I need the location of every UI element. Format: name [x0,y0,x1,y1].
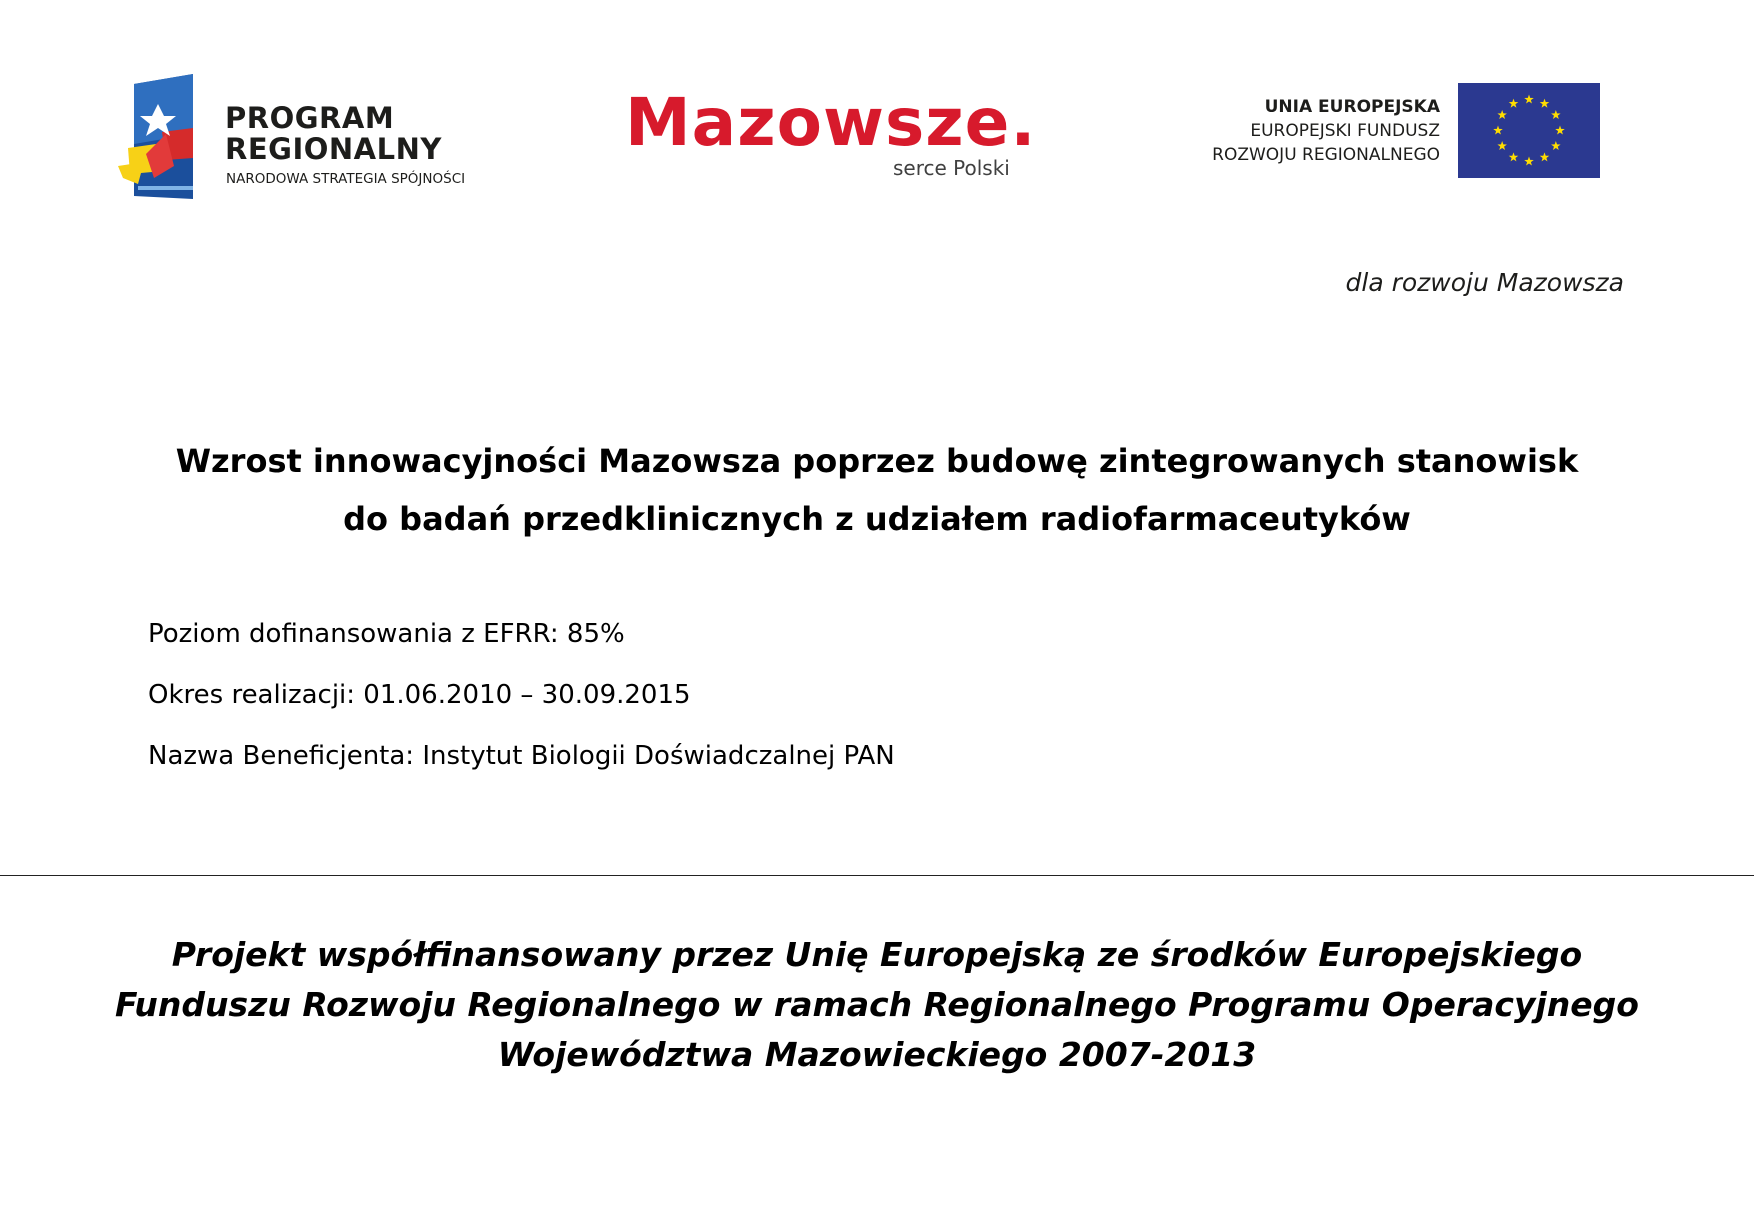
cofinancing-line2: Funduszu Rozwoju Regionalnego w ramach Regionalnego Programu Operacyjnego [115,985,1639,1024]
mazowsze-logo [625,84,1045,190]
program-regionalny-logo [118,74,503,199]
unia-europejska-text [1212,95,1440,167]
realization-period: Okres realizacji: 01.06.2010 – 30.09.2015 [148,680,691,710]
funding-level: Poziom dofinansowania z EFRR: 85% [148,619,625,649]
beneficiary-name: Nazwa Beneficjenta: Instytut Biologii Doświadczalnej PAN [148,741,895,771]
unia-europejska-line2: EUROPEJSKI FUNDUSZ [1250,121,1440,141]
unia-europejska-logo [1190,83,1600,178]
unia-europejska-line3: ROZWOJU REGIONALNEGO [1212,145,1440,165]
mazowsze-wordmark: Mazowsze. [625,84,1037,161]
cofinancing-line1: Projekt współfinansowany przez Unię Europejską ze środków Europejskiego [171,935,1583,974]
cofinancing-statement [0,930,1754,1080]
project-title-line1: Wzrost innowacyjności Mazowsza poprzez budowę zintegrowanych stanowisk [175,442,1579,480]
divider [0,875,1754,876]
mazowsze-tagline: serce Polski [893,156,1010,180]
project-title [0,432,1754,548]
eu-flag-icon [1458,83,1600,178]
program-regionalny-line2: REGIONALNY [225,132,442,166]
program-regionalny-line3: NARODOWA STRATEGIA SPÓJNOŚCI [226,171,466,187]
project-info [148,604,895,787]
tagline: dla rozwoju Mazowsza [1345,268,1624,297]
unia-europejska-line1: UNIA EUROPEJSKA [1264,97,1440,117]
cofinancing-line3: Województwa Mazowieckiego 2007-2013 [497,1035,1257,1074]
program-regionalny-emblem-icon [118,74,198,199]
program-regionalny-line1: PROGRAM [225,101,395,135]
project-title-line2: do badań przedklinicznych z udziałem radiofarmaceutyków [343,500,1411,538]
